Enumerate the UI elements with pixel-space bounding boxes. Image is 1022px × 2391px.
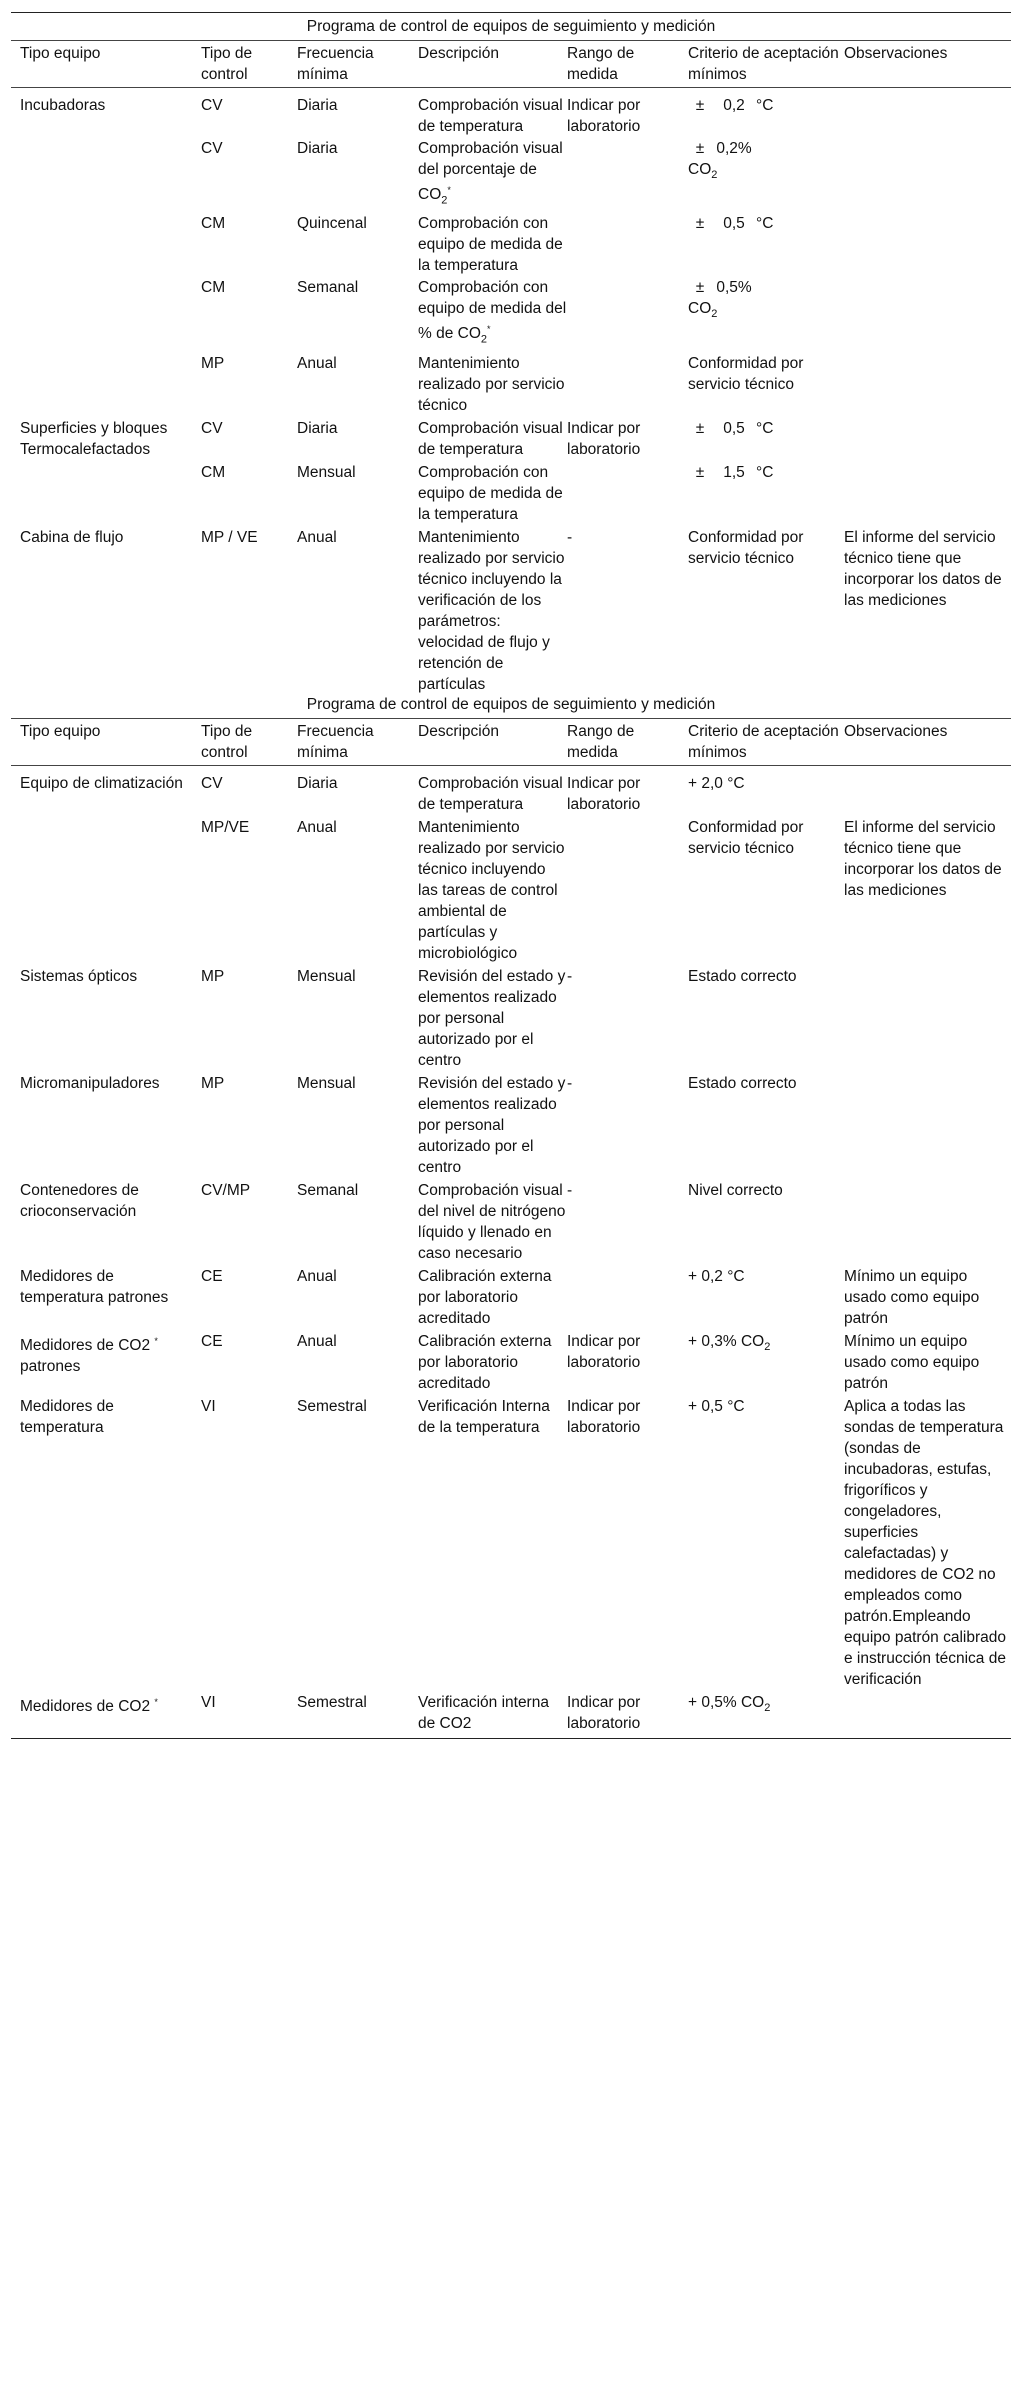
- cell-frecuencia: Anual: [297, 528, 337, 546]
- cell-criterio: Conformidad por servicio técnico: [688, 528, 804, 567]
- document-sheet: [11, 12, 1011, 1739]
- table-row: [11, 1264, 1011, 1329]
- cell-frecuencia: Mensual: [297, 463, 356, 481]
- cell-observaciones: Mínimo un equipo usado como equipo patrón: [844, 1267, 980, 1327]
- table-title: Programa de control de equipos de seguimiento y medición: [306, 695, 716, 713]
- cell-equipo: Medidores de CO2 *: [20, 1696, 158, 1715]
- cell-descripcion: Mantenimiento realizado por servicio técnico incluyendo las tareas de control ambiental de partículas y microbiológico: [418, 818, 565, 962]
- table-row: [11, 1690, 1011, 1738]
- cell-frecuencia: Diaria: [297, 97, 338, 114]
- cell-control: CV: [201, 97, 223, 114]
- cell-criterio: Nivel correcto: [688, 1181, 783, 1199]
- cell-rango: -: [567, 1074, 573, 1092]
- header-tipo-control: Tipo de control: [201, 45, 253, 83]
- table-row: [11, 525, 1011, 695]
- cell-criterio: ± 0,5 °C: [695, 419, 774, 437]
- header-frecuencia: Frecuencia mínima: [297, 45, 374, 83]
- cell-criterio: + 2,0 °C: [688, 774, 745, 792]
- table-row: [11, 1329, 1011, 1394]
- cell-criterio: Conformidad por servicio técnico: [688, 354, 804, 393]
- cell-equipo: Equipo de climatización: [20, 774, 183, 792]
- cell-observaciones: El informe del servicio técnico tiene que incorporar los datos de las mediciones: [844, 528, 1002, 609]
- header-descripcion: Descripción: [418, 45, 499, 62]
- header-criterio: Criterio de aceptación mínimos: [688, 722, 839, 761]
- cell-criterio: Conformidad por servicio técnico: [688, 818, 804, 857]
- cell-equipo: Incubadoras: [20, 97, 106, 114]
- cell-descripcion: Revisión del estado y elementos realizado por personal autorizado por el centro: [418, 1074, 566, 1176]
- table-row: [11, 766, 1011, 815]
- cell-rango: -: [567, 1181, 573, 1199]
- cell-observaciones: Aplica a todas las sondas de temperatura (sondas de incubadoras, estufas, frigoríficos y congeladores, superficies calefactadas) y medidores de CO2 no empleados como patrón.Empleando equipo patrón calibrado e instrucción técnica de verificación: [844, 1397, 1007, 1688]
- cell-equipo: Medidores de CO2 * patrones: [20, 1335, 158, 1375]
- table-row: [11, 460, 1011, 525]
- cell-control: VI: [201, 1693, 216, 1711]
- cell-criterio: ± 0,5% $CO_2$: [688, 279, 752, 321]
- cell-frecuencia: Semestral: [297, 1693, 367, 1711]
- cell-descripcion: Comprobación visual de temperatura: [418, 419, 563, 458]
- cell-rango: -: [567, 967, 573, 985]
- cell-rango: Indicar por laboratorio: [567, 1332, 641, 1371]
- table-row: [11, 416, 1011, 460]
- cell-frecuencia: Semestral: [297, 1397, 367, 1415]
- cell-descripcion: Calibración externa por laboratorio acreditado: [418, 1332, 552, 1392]
- cell-descripcion: Comprobación con equipo de medida de la temperatura: [418, 215, 563, 275]
- cell-criterio: ± 0,2 °C: [695, 97, 774, 114]
- cell-control: CE: [201, 1267, 223, 1285]
- header-criterio: Criterio de aceptación mínimos: [688, 45, 839, 83]
- cell-criterio: ± 0,2% $CO_2$: [688, 140, 752, 182]
- cell-criterio: Estado correcto: [688, 1074, 797, 1092]
- table-row: [11, 964, 1011, 1071]
- cell-rango: -: [567, 528, 573, 546]
- cell-rango: Indicar por laboratorio: [567, 1693, 641, 1732]
- cell-frecuencia: Mensual: [297, 1074, 356, 1092]
- cell-control: CM: [201, 215, 226, 233]
- cell-rango: Indicar por laboratorio: [567, 419, 641, 458]
- cell-criterio: + 0,5% $CO_2$: [688, 1693, 771, 1714]
- cell-equipo: Superficies y bloques Termocalefactados: [20, 419, 168, 458]
- cell-descripcion: Verificación Interna de la temperatura: [418, 1397, 550, 1436]
- cell-control: MP: [201, 1074, 225, 1092]
- header-tipo-equipo: Tipo equipo: [20, 45, 101, 62]
- header-observaciones: Observaciones: [844, 722, 948, 740]
- cell-frecuencia: Anual: [297, 1267, 337, 1285]
- table-row: [11, 137, 1011, 211]
- cell-equipo: Micromanipuladores: [20, 1074, 160, 1092]
- cell-descripcion: Comprobación visual de temperatura: [418, 97, 563, 135]
- table-bottom-rule: [11, 1738, 1011, 1739]
- cell-frecuencia: Mensual: [297, 967, 356, 985]
- cell-frecuencia: Anual: [297, 354, 337, 372]
- table-row: [11, 351, 1011, 416]
- cell-frecuencia: Diaria: [297, 774, 338, 792]
- cell-equipo: Medidores de temperatura patrones: [20, 1267, 169, 1306]
- cell-frecuencia: Diaria: [297, 140, 338, 157]
- cell-control: CV: [201, 419, 223, 437]
- header-rango: Rango de medida: [567, 722, 635, 761]
- cell-frecuencia: Semanal: [297, 1181, 359, 1199]
- cell-frecuencia: Quincenal: [297, 215, 367, 233]
- cell-criterio: + 0,3% $CO_2$: [688, 1332, 771, 1353]
- cell-control: MP: [201, 967, 225, 985]
- cell-equipo: Sistemas ópticos: [20, 967, 138, 985]
- header-descripcion: Descripción: [418, 722, 499, 740]
- cell-control: CM: [201, 279, 226, 297]
- cell-criterio: ± 1,5 °C: [695, 463, 774, 481]
- cell-descripcion: Verificación interna de CO2: [418, 1693, 549, 1732]
- table-row: [11, 88, 1011, 137]
- cell-descripcion: Comprobación visual del nivel de nitrógeno líquido y llenado en caso necesario: [418, 1181, 566, 1262]
- cell-control: CV: [201, 140, 223, 157]
- cell-descripcion: Calibración externa por laboratorio acreditado: [418, 1267, 552, 1327]
- cell-descripcion: Comprobación visual de temperatura: [418, 774, 563, 813]
- cell-rango: Indicar por laboratorio: [567, 1397, 641, 1436]
- cell-observaciones: Mínimo un equipo usado como equipo patrón: [844, 1332, 980, 1392]
- cell-criterio: ± 0,5 °C: [695, 215, 774, 233]
- header-frecuencia: Frecuencia mínima: [297, 722, 374, 761]
- cell-control: CE: [201, 1332, 223, 1350]
- table-header-row: [11, 41, 1011, 85]
- cell-frecuencia: Anual: [297, 1332, 337, 1350]
- table-title: Programa de control de equipos de seguimiento y medición: [306, 18, 716, 35]
- table-row: [11, 1394, 1011, 1690]
- table-row: [11, 1071, 1011, 1178]
- cell-control: MP / VE: [201, 528, 258, 546]
- cell-control: MP: [201, 354, 225, 372]
- cell-descripcion: Mantenimiento realizado por servicio técnico: [418, 354, 565, 414]
- cell-control: CM: [201, 463, 226, 481]
- cell-rango: Indicar por laboratorio: [567, 774, 641, 813]
- cell-rango: Indicar por laboratorio: [567, 97, 641, 135]
- table-row: [11, 211, 1011, 276]
- header-tipo-control: Tipo de control: [201, 722, 253, 761]
- cell-equipo: Contenedores de crioconservación: [20, 1181, 139, 1220]
- header-tipo-equipo: Tipo equipo: [20, 722, 101, 740]
- cell-control: VI: [201, 1397, 216, 1415]
- cell-criterio: + 0,2 °C: [688, 1267, 745, 1285]
- cell-frecuencia: Anual: [297, 818, 337, 836]
- cell-descripcion: Comprobación con equipo de medida del % de $CO_2^*$: [418, 279, 567, 346]
- cell-frecuencia: Diaria: [297, 419, 338, 437]
- cell-control: CV/MP: [201, 1181, 251, 1199]
- cell-observaciones: El informe del servicio técnico tiene que incorporar los datos de las mediciones: [844, 818, 1002, 899]
- header-observaciones: Observaciones: [844, 45, 948, 62]
- table-row: [11, 1178, 1011, 1264]
- table-header-row: [11, 719, 1011, 763]
- cell-control: CV: [201, 774, 223, 792]
- cell-descripcion: Mantenimiento realizado por servicio técnico incluyendo la verificación de los parámetros: velocidad de flujo y retención de partículas: [418, 528, 565, 693]
- cell-criterio: Estado correcto: [688, 967, 797, 985]
- cell-descripcion: Revisión del estado y elementos realizado por personal autorizado por el centro: [418, 967, 566, 1069]
- cell-frecuencia: Semanal: [297, 279, 359, 297]
- cell-descripcion: Comprobación visual del porcentaje de $CO_2^*$: [418, 140, 563, 207]
- header-rango: Rango de medida: [567, 45, 635, 83]
- cell-descripcion: Comprobación con equipo de medida de la temperatura: [418, 463, 563, 523]
- table-row: [11, 276, 1011, 350]
- table-row: [11, 815, 1011, 964]
- cell-criterio: + 0,5 °C: [688, 1397, 745, 1415]
- cell-equipo: Cabina de flujo: [20, 528, 124, 546]
- cell-control: MP/VE: [201, 818, 250, 836]
- cell-equipo: Medidores de temperatura: [20, 1397, 114, 1436]
